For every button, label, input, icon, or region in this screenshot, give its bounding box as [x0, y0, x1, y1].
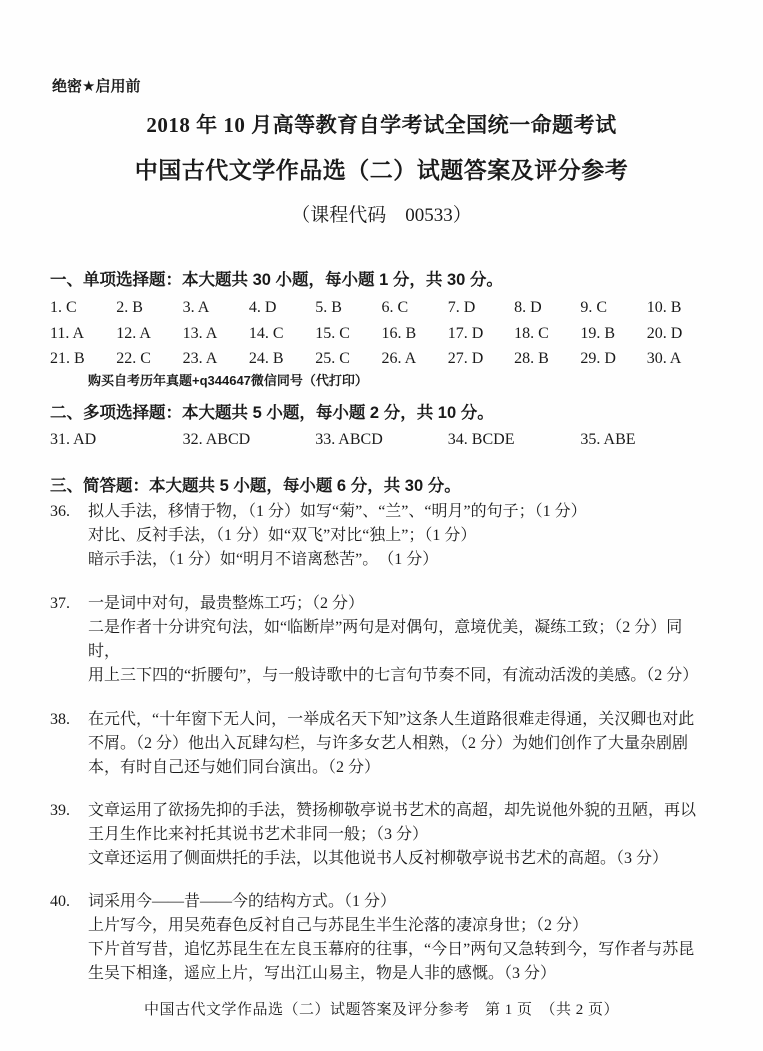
answer-cell: 11. A — [50, 324, 85, 342]
question-number: 37. — [50, 594, 70, 612]
answer-cell: 3. A — [182, 299, 210, 316]
answer-line: 文章运用了欲扬先抑的手法，赞扬柳敬亭说书艺术的高超，却先说他外貌的丑陋，再以 — [88, 801, 697, 819]
answer-line: 一是词中对句，最贵整炼工巧；（2 分） — [88, 594, 365, 612]
question-number: 38. — [50, 710, 70, 728]
answer-line: 生吴下相逢，遥应上片，写出江山易主，物是人非的感慨。（3 分） — [88, 964, 557, 982]
answer-line: 下片首写昔，追忆苏昆生在左良玉幕府的往事，“今日”两句又急转到今，写作者与苏昆 — [88, 940, 695, 958]
answer-cell: 17. D — [447, 324, 484, 342]
answer-line: 在元代，“十年窗下无人问，一举成名天下知”这条人生道路很难走得通，关汉卿也对此 — [88, 710, 695, 728]
answer-line: 二是作者十分讲究句法，如“临断岸”两句是对偶句，意境优美，凝练工致；（2 分）同时， — [88, 618, 683, 660]
answer-cell: 29. D — [580, 350, 616, 367]
answer-cell: 19. B — [580, 324, 616, 342]
question-37 — [50, 592, 713, 688]
answer-cell: 8. D — [514, 299, 542, 316]
seller-watermark: 购买自考历年真题+q344647微信同号（代打印） — [88, 372, 368, 388]
answer-cell: 16. B — [381, 324, 417, 342]
question-answer-body — [88, 799, 713, 871]
answer-cell: 4. D — [248, 299, 277, 316]
course-code: （课程代码 00533） — [291, 205, 472, 226]
exam-title: 2018 年 10 月高等教育自学考试全国统一命题考试 — [146, 113, 617, 137]
answer-cell: 35. ABE — [580, 430, 636, 448]
question-38 — [50, 708, 713, 780]
question-number: 40. — [50, 892, 70, 910]
question-answer-body — [88, 592, 713, 688]
answer-cell: 27. D — [447, 350, 484, 367]
answer-cell: 28. B — [514, 350, 549, 367]
answer-cell: 7. D — [447, 299, 476, 316]
question-answer-body — [88, 708, 713, 780]
section-1-heading: 一、单项选择题：本大题共 30 小题，每小题 1 分，共 30 分。 — [50, 271, 503, 289]
answer-line: 不屑。（2 分）他出入瓦肆勾栏，与许多女艺人相熟，（2 分）为她们创作了大量杂剧剧 — [88, 734, 689, 752]
answer-cell: 2. B — [116, 299, 143, 316]
answer-line: 对比、反衬手法，（1 分）如“双飞”对比“独上”；（1 分） — [88, 526, 477, 544]
page-footer: 中国古代文学作品选（二）试题答案及评分参考 第 1 页 （共 2 页） — [143, 1002, 619, 1018]
answer-cell: 6. C — [381, 299, 409, 316]
single-choice-answer-row-3 — [50, 346, 713, 372]
answer-cell: 32. ABCD — [182, 430, 251, 448]
answer-cell: 23. A — [182, 350, 218, 367]
answer-line: 本，有时自己还与她们同台演出。（2 分） — [88, 758, 381, 776]
answer-cell: 20. D — [646, 324, 683, 342]
section-2-heading: 二、多项选择题：本大题共 5 小题，每小题 2 分，共 10 分。 — [50, 403, 494, 422]
answer-cell: 31. AD — [50, 430, 97, 448]
question-answer-body — [88, 890, 713, 986]
answer-cell: 14. C — [248, 324, 284, 342]
security-notice: 绝密★启用前 — [52, 78, 141, 95]
question-39 — [50, 799, 713, 871]
answer-cell: 15. C — [315, 324, 350, 342]
answer-cell: 25. C — [315, 350, 350, 367]
answer-cell: 9. C — [580, 299, 608, 316]
single-choice-answer-row-2 — [50, 321, 713, 347]
answer-cell: 12. A — [116, 324, 151, 342]
question-number: 36. — [50, 502, 70, 520]
paper-title: 中国古代文学作品选（二）试题答案及评分参考 — [134, 157, 629, 183]
question-40 — [50, 890, 713, 986]
answer-line: 文章还运用了侧面烘托的手法，以其他说书人反衬柳敬亭说书艺术的高超。（3 分） — [88, 849, 669, 867]
answer-cell: 24. B — [248, 350, 284, 367]
answer-cell: 33. ABCD — [315, 430, 383, 448]
answer-line: 用上三下四的“折腰句”，与一般诗歌中的七言句节奏不同，有流动活泼的美感。（2 分） — [88, 666, 699, 684]
answer-cell: 18. C — [514, 324, 549, 342]
section-3-heading: 三、简答题：本大题共 5 小题，每小题 6 分，共 30 分。 — [50, 476, 461, 495]
answer-line: 王月生作比来衬托其说书艺术非同一般；（3 分） — [88, 825, 429, 843]
multi-choice-answer-row — [50, 427, 713, 452]
single-choice-answer-row-1 — [50, 295, 713, 321]
answer-cell: 34. BCDE — [447, 430, 515, 448]
answer-cell: 5. B — [315, 299, 342, 316]
question-answer-body — [88, 500, 713, 572]
answer-cell: 13. A — [182, 324, 218, 342]
answer-line: 上片写今，用吴苑春色反衬自己与苏昆生半生沦落的凄凉身世；（2 分） — [88, 916, 589, 934]
answer-cell: 30. A — [646, 350, 682, 367]
answer-cell: 1. C — [50, 299, 77, 316]
answer-line: 暗示手法，（1 分）如“明月不谙离愁苦”。 （1 分） — [88, 550, 439, 568]
question-number: 39. — [50, 801, 70, 819]
answer-line: 词采用今——昔——今的结构方式。（1 分） — [88, 892, 397, 910]
answer-cell: 21. B — [50, 350, 85, 367]
question-36 — [50, 500, 713, 572]
answer-cell: 10. B — [646, 299, 682, 316]
answer-cell: 26. A — [381, 350, 417, 367]
answer-line: 拟人手法，移情于物，（1 分）如写“菊”、“兰”、“明月”的句子；（1 分） — [88, 502, 587, 520]
answer-cell: 22. C — [116, 350, 151, 367]
